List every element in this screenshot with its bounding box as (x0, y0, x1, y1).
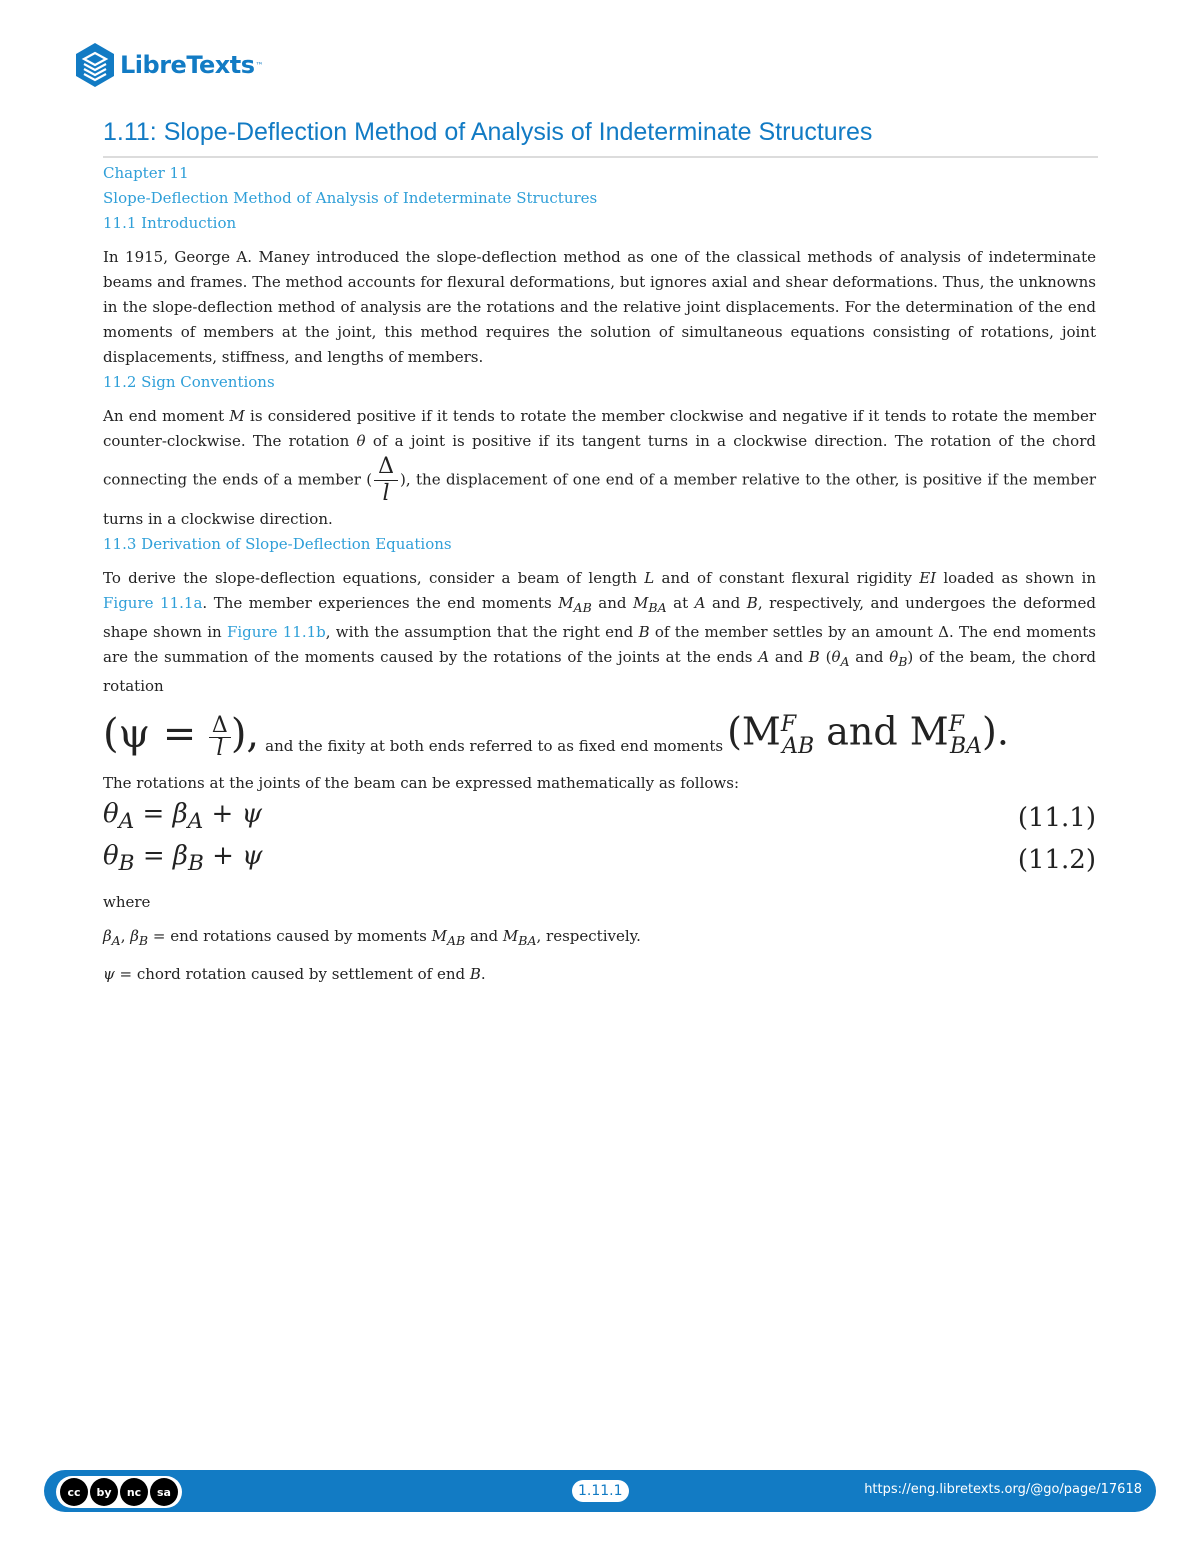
fixed-end-moments-formula: ($M^F_{AB}$ and $M^F_{BA}$). (727, 709, 1009, 760)
logo-trademark: ™ (255, 60, 264, 70)
chapter-heading: Chapter 11 (103, 164, 189, 182)
rotations-intro-text: The rotations at the joints of the beam can be expressed mathematically as follows: (103, 774, 740, 792)
beta-definition: $\beta_A$, $\beta_B$ = end rotations caused by moments $M_{AB}$ and $M_{BA}$, respectively. (103, 927, 641, 948)
sign-conventions-heading: 11.2 Sign Conventions (103, 373, 275, 391)
chord-rotation-line (103, 705, 1096, 767)
figure-11-1a-link[interactable]: Figure 11.1a (103, 594, 203, 612)
page-footer (44, 1470, 1156, 1512)
sign-conventions-paragraph: An end moment M is considered positive if it tends to rotate the member clockwise and negative if it tends to rotate the member counter-clockwise. The rotation θ of a joint is positive if its tangent turns in a clockwise direction. The rotation of the chord connecting the ends of a member ( $\frac{\Delta}{l}$ ), the displacement of one end of a member relative to the other, is positive if the member turns in a clockwise direction. (103, 407, 1097, 528)
logo-text: LibreTexts (120, 51, 255, 79)
derivation-paragraph: To derive the slope-deflection equations, consider a beam of length L and of constant flexural rigidity EI loaded as shown in Figure 11.1a. The member experiences the end moments $M_{AB}$ and $M_{BA}$ at A and B, respectively, and undergoes the deformed shape shown in Figure 11.1b, with the assumption that the right end B of the member settles by an amount Δ. The end moments are the summation of the moments caused by the rotations of the joints at the ends A and B ($\theta_A$ and $\theta_B$) of the beam, the chord rotation (103, 569, 1097, 695)
psi-definition: ψ = chord rotation caused by settlement of end B. (103, 965, 486, 983)
figure-11-1b-link[interactable]: Figure 11.1b (226, 623, 326, 641)
sa-icon: sa (150, 1478, 178, 1506)
page-title: 1.11: Slope-Deflection Method of Analysis of Indeterminate Structures (103, 118, 1098, 158)
creative-commons-license[interactable] (56, 1476, 182, 1508)
fixed-end-text: and the fixity at both ends referred to as fixed end moments (265, 737, 724, 755)
equation-number: (11.2) (1017, 844, 1096, 875)
where-text: where (103, 893, 151, 911)
page-number: 1.11.1 (572, 1480, 629, 1502)
intro-paragraph: In 1915, George A. Maney introduced the slope-deflection method as one of the classical methods of analysis of indeterminate beams and frames. The method accounts for flexural deformations, but ignores axial and shear deformations. Thus, the unknowns in the slope-deflection method of analysis are the rotations and the relative joint displacements. For the determination of the end moments of members at the joint, this method requires the solution of simultaneous equations consisting of rotations, joint displacements, stiffness, and lengths of members. (103, 248, 1096, 366)
libretexts-logo[interactable] (74, 42, 264, 88)
delta-over-l-fraction: $\frac{\Delta}{l}$ (374, 454, 398, 507)
cc-icon: cc (60, 1478, 88, 1506)
by-icon: by (90, 1478, 118, 1506)
equation-number: (11.1) (1017, 802, 1096, 833)
equation-11-1: $\theta_A = \beta_A + \psi$ (11.1) (103, 798, 1096, 835)
derivation-heading: 11.3 Derivation of Slope-Deflection Equations (103, 535, 452, 553)
nc-icon: nc (120, 1478, 148, 1506)
equation-11-2: $\theta_B = \beta_B + \psi$ (11.2) (103, 840, 1096, 877)
chapter-title-heading: Slope-Deflection Method of Analysis of Indeterminate Structures (103, 189, 598, 207)
page-url-link[interactable]: https://eng.libretexts.org/@go/page/17618 (864, 1482, 1142, 1497)
chord-rotation-formula: (ψ = $\frac{\Delta}{l}$ ), (103, 711, 260, 761)
intro-heading: 11.1 Introduction (103, 214, 237, 232)
document-body (103, 161, 1096, 987)
libretexts-logo-icon (74, 42, 116, 88)
